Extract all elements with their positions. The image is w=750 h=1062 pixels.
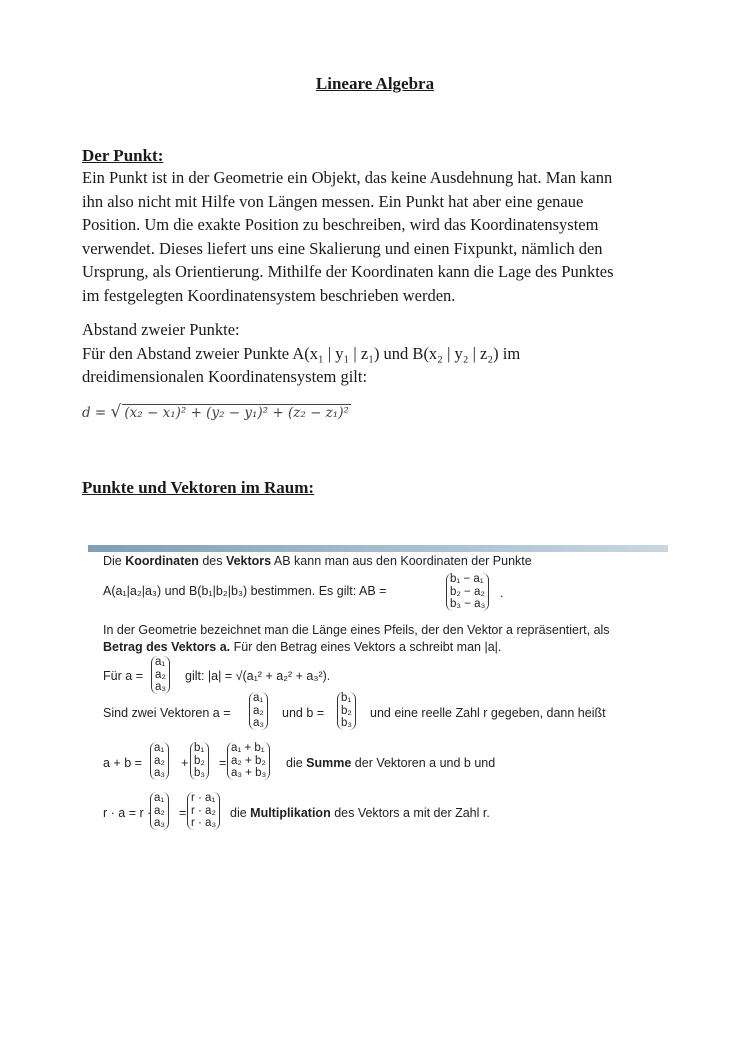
text-line: Ein Punkt ist in der Geometrie ein Objekt, das keine Ausdehnung hat. Man kann xyxy=(82,168,613,187)
text-line: ihn also nicht mit Hilfe von Längen messen. Ein Punkt hat aber eine genaue xyxy=(82,191,584,211)
text-line: im festgelegten Koordinatensystem beschrieben werden. xyxy=(82,285,456,305)
text-line: verwendet. Dieses liefert uns eine Skalierung und einen Fixpunkt, nämlich den xyxy=(82,238,603,258)
a-vector-2: a₁ a₂ a₃ xyxy=(249,692,268,730)
sum-b-vector: b₁ b₂ b₃ xyxy=(190,742,209,780)
b-vector: b₁ b₂ b₃ xyxy=(337,692,356,730)
zwei-vektoren-mid: und b = xyxy=(282,706,325,720)
sum-lhs: a + b = xyxy=(103,756,142,770)
excerpt-line-ab: A(a₁|a₂|a₃) und B(b₁|b₂|b₃) bestimmen. Es gilt: AB = xyxy=(103,584,387,598)
mult-lhs: r · a = r · xyxy=(103,806,152,820)
zwei-vektoren-lhs: Sind zwei Vektoren a = xyxy=(103,706,231,720)
plus-sign: + xyxy=(181,756,189,770)
a-vector: a₁ a₂ a₃ xyxy=(151,656,170,694)
equals-sign: = xyxy=(219,756,227,770)
formula-radicand: (x₂ − x₁)² + (y₂ − y₁)² + (z₂ − z₁)² xyxy=(124,405,349,421)
excerpt-top-bar xyxy=(88,545,668,552)
page-title: Lineare Algebra xyxy=(315,74,435,93)
section-heading-punkt: Der Punkt: xyxy=(82,146,164,165)
excerpt-line-betrag-notation: Betrag des Vektors a. Für den Betrag eines Vektors a schreibt man |a|. xyxy=(103,640,502,654)
section-heading-vektoren: Punkte und Vektoren im Raum: xyxy=(82,478,315,497)
ab-vector: b₁ − a₁ b₂ − a₂ b₃ − a₃ xyxy=(446,573,489,611)
text-line: Abstand zweier Punkte: xyxy=(82,320,240,339)
sum-result-vector: a₁ + b₁ a₂ + b₂ a₃ + b₃ xyxy=(227,742,270,780)
excerpt-line-coordinates: Die Koordinaten des Vektors AB kann man aus den Koordinaten der Punkte xyxy=(103,554,532,568)
sum-description: die Summe der Vektoren a und b und xyxy=(286,756,496,770)
text-line: Für den Abstand zweier Punkte A(x₁ | y₁ | z₁) und B(x₂ | y₂ | z₂) im xyxy=(82,343,521,363)
sum-a-vector: a₁ a₂ a₃ xyxy=(150,742,169,780)
distance-paragraph xyxy=(82,318,682,389)
text-line: Ursprung, als Orientierung. Mithilfe der Koordinaten kann die Lage des Punktes xyxy=(82,262,614,281)
equals-sign: = xyxy=(179,806,187,820)
mult-description: die Multiplikation des Vektors a mit der Zahl r. xyxy=(230,806,490,820)
zwei-vektoren-post: und eine reelle Zahl r gegeben, dann heißt xyxy=(370,706,606,720)
period-mark: . xyxy=(500,586,504,600)
betrag-formula: gilt: |a| = √(a₁² + a₂² + a₃²). xyxy=(185,669,331,683)
formula-lhs: d = xyxy=(82,405,107,421)
excerpt-line-betrag-def: In der Geometrie bezeichnet man die Länge eines Pfeils, der den Vektor a repräsentiert, als xyxy=(103,623,610,637)
mult-a-vector: a₁ a₂ a₃ xyxy=(150,792,169,830)
text-line: dreidimensionalen Koordinatensystem gilt: xyxy=(82,367,368,386)
sqrt-sign-icon: √ xyxy=(110,402,122,422)
mult-result-vector: r · a₁ r · a₂ r · a₃ xyxy=(187,792,220,830)
intro-paragraph xyxy=(82,166,682,307)
betrag-lhs: Für a = xyxy=(103,669,143,683)
text-line: Position. Um die exakte Position zu beschreiben, wird das Koordinatensystem xyxy=(82,215,599,234)
distance-formula xyxy=(82,402,351,422)
